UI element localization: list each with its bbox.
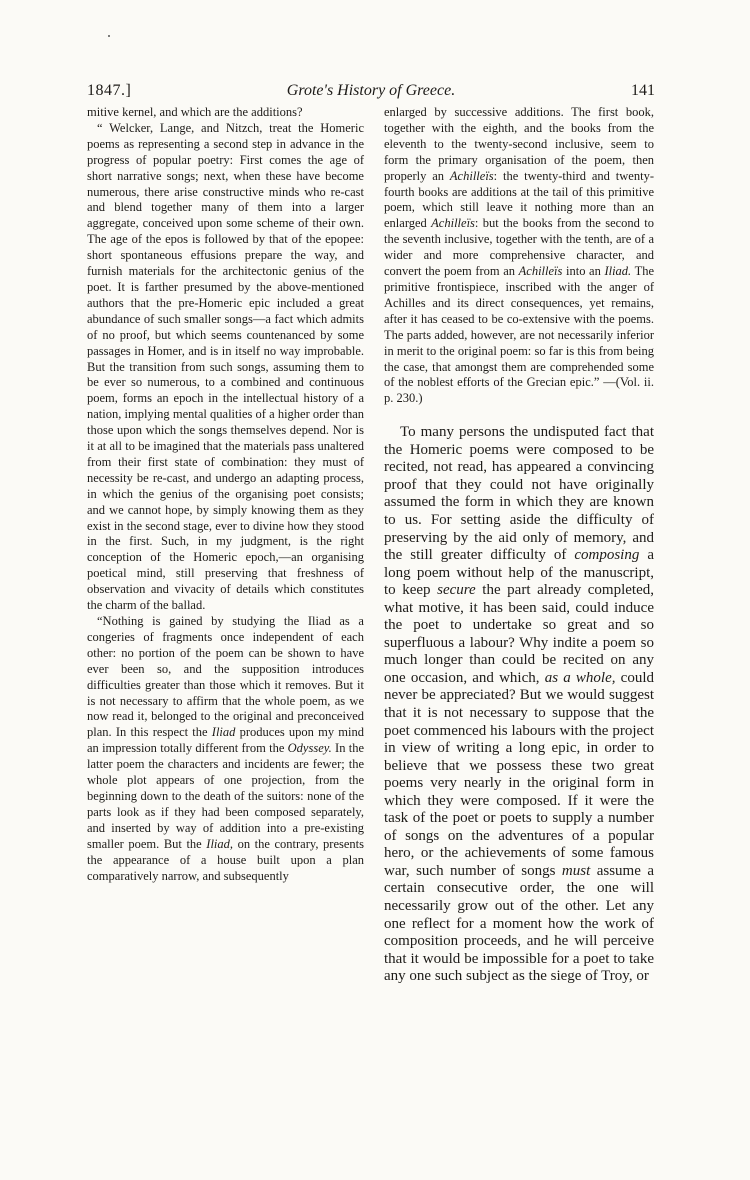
italic-run: Achilleïs [431,216,475,231]
italic-run: Iliad. [604,264,632,279]
paragraph-welcker-quote: “ Welcker, Lange, and Nitzch, treat the Homeric poems as representing a second step in advance in the progress of popular poetry: First comes the age of short narrative songs; next, when these have become numerous, there arise constructive minds who re-cast and blend together many of them into a larger aggregate, conceived upon some scheme of their own. The age of the epos is followed by that of the epopee: short spontaneous effusions prepare the way, and furnish materials for the architectonic genius of the poet. It is farther presumed by the above-mentioned authors that the pre-Homeric epic included a great abundance of such smaller songs—a fact which admits of no proof, but which seems countenanced by some passages in Homer, and is in itself no way improbable. But the transition from such songs, assuming them to be ever so numerous, to a combined and continuous poem, forms an epoch in the intellectual history of a nation, implying mental qualities of a higher order than those upon which the songs themselves depend. Nor is it at all to be imagined that the materials pass unaltered from their first state of combination: they must of necessity be re-cast, and undergo an adapting process, in which the genius of the organising poet consists; and we cannot hope, by simply knowing them as they exist in the second stage, ever to divine how they stood in the first. Such, in my judgment, is the right conception of the Homeric epoch,—an organising poetical mind, still preserving that freshness of observation and vivacity of details which constitutes the charm of the ballad. [87,120,364,613]
text-run: “Nothing is gained by studying the Iliad as a congeries of fragments once independent of each other: no portion of the poem can be shown to have ever been so, and the supposition introduces difficulties greater than those which it removes. But it is not necessary to affirm that the whole poem, as we now read it, belonged to the original and preconceived plan. In this respect the [87,614,364,740]
italic-run: Odyssey. [287,741,332,756]
header-date: 1847.] [87,82,132,99]
text-run: produces upon my mind an impression totally different from the [87,725,364,756]
italic-run: Iliad, [206,836,234,851]
italic-run: Achilleïs [449,168,494,183]
text-run: In the latter poem the characters and incidents are fewer; the whole plot appears of one projection, from the beginning down to the death of the suitors: none of the parts look as if they had been composed separately, and inserted by way of addition into a pre-existing smaller poem. But the [87,741,364,851]
paragraph-body [384,424,654,986]
text-run: The primitive frontispiece, inscribed with the anger of Achilles and its direct consequences, yet remains, after it has ceased to be co-extensive with the poems. The parts added, however, are not necessarily inferior in merit to the original poem: so far is this from being the case, that amongst them are comprehended some of the noblest efforts of the Grecian epic.” —(Vol. ii. p. 230.) [384,264,654,406]
text-run: on the contrary, presents the appearance of a house built upon a plan comparatively narrow, and subsequently [87,836,364,883]
italic-run: Achilleïs [518,264,563,279]
text-run: enlarged by successive additions. The first book, together with the eighth, and the books from the eleventh to the twenty-second inclusive, seem to form the primary organisation of the poem, then properly an [384,105,654,183]
page-number: 141 [631,82,655,99]
italic-run: Iliad [211,725,236,740]
left-column [87,105,364,884]
text-run: : but the books from the second to the seventh inclusive, together with the tenth, are of a wider and more comprehensive character, and convert the poem from an [384,216,654,279]
text-run: could never be appreciated? But we would suggest that it is not necessary to suppose that the poet commenced his labours with the project in view of writing a long epic, in order to believe that we possess these two great poems very nearly in the original form in which they were composed. If it were the task of the poet or poets to supply a number of songs on the adventures of a popular hero, or the achievements of some famous war, such number of songs [384,669,655,879]
text-run: a long poem without help of the manuscript, to keep [384,547,654,599]
italic-run: must [561,862,591,879]
text-run: To many persons the undisputed fact that the Homeric poems were composed to be recited, not read, has appeared a convincing proof that they could not have originally assumed the form in which they are known to us. For setting aside the difficulty of preserving by the aid only of memory, and the still greater difficulty of [384,424,654,564]
text-run: : the twenty-third and twenty-fourth books are additions at the tail of this primitive poem, which still leave it nothing more than an enlarged [384,168,654,231]
text-run: the part already completed, what motive, it has been said, could induce the poet to undertake so great and so superfluous a labour? Why indite a poem so much longer than could be recited on any one occasion, and which, [384,582,654,686]
right-column [384,105,654,986]
italic-run: as a whole, [544,669,616,686]
paragraph-quote-continuation [384,105,654,407]
paragraph-continuation: mitive kernel, and which are the additions? [87,105,303,119]
text-run: into an [562,264,605,279]
text-run: assume a certain consecutive order, the one will necessarily grow out of the other. Let any one reflect for a moment how the work of composition proceeds, and he will perceive that it would be impossible for a poet to take any one such subject as the siege of Troy, or [384,862,654,985]
running-header [87,82,655,104]
header-title: Grote's History of Greece. [286,82,456,99]
italic-run: secure [437,582,476,599]
paper-speck [108,35,110,37]
paragraph-iliad-quote [87,614,364,884]
italic-run: composing [574,547,640,564]
